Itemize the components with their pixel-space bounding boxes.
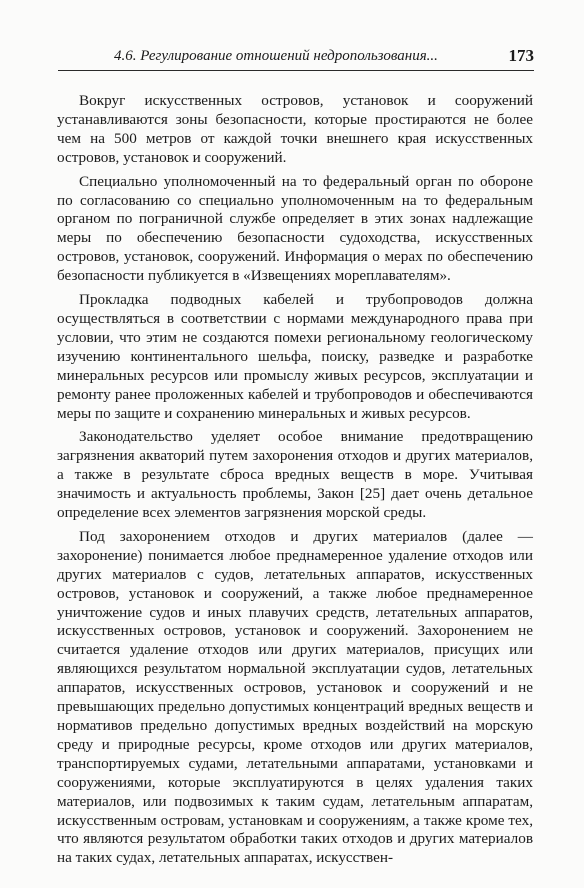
running-title: 4.6. Регулирование отношений недропользования... xyxy=(114,48,438,64)
paragraph-dumping-definition: Под захоронением отходов и других материалов (далее — захоронение) понимается любое преднамеренное удаление отходов или других материалов с судов, летательных аппаратов, искусственных островов, установок и сооружений, а также любое преднамеренное уничтожение судов и иных плавучих средств, летательных аппаратов, искусственных островов, установок и сооружений. Захоронением не считается удаление отходов или других материалов, присущих или являющихся результатом нормальной эксплуатации судов, летательных аппаратов, искусственных островов, установок и сооружений и не превышающих предельно допустимых концентраций вредных веществ и нормативов предельно допустимых вредных воздействий на морскую среду и природные ресурсы, кроме отходов или других материалов, транспортируемых судами, летательными аппаратами, установками и сооружениями, которые эксплуатируются в целях удаления таких материалов, или подвозимых к таким судам, летательным аппаратам, искусственным островам, установкам и сооружениям, а также кроме тех, что являются результатом обработки таких отходов и других материалов на таких судах, летательных аппаратах, искусствен- xyxy=(57,527,533,867)
page-header xyxy=(58,44,534,71)
paragraph-cables-pipelines: Прокладка подводных кабелей и трубопроводов должна осуществляться в соответствии с нормами международного права при условии, что этим не создаются помехи региональному геологическому изучению континентального шельфа, поиску, разведке и разработке минеральных ресурсов или промыслу живых ресурсов, эксплуатации и ремонту ранее проложенных кабелей и трубопроводов и обеспечиваются меры по защите и сохранению минеральных и живых ресурсов. xyxy=(57,291,533,422)
paragraph-defense-authority: Специально уполномоченный на то федеральный орган по обороне по согласованию со специально уполномоченным на то федеральным органом по пограничной службе определяет в этих зонах надлежащие меры по обеспечению безопасности судоходства, искусственных островов, установок, сооружений. Информация о мерах по обеспечению безопасности публикуется в «Извещениях мореплавателям». xyxy=(57,172,533,285)
paragraph-safety-zones: Вокруг искусственных островов, установок и сооружений устанавливаются зоны безопасности, которые простираются не более чем на 500 метров от каждой точки внешнего края искусственных островов, установок и сооружений. xyxy=(57,92,533,166)
paragraph-pollution-legislation: Законодательство уделяет особое внимание предотвращению загрязнения акваторий путем захоронения отходов и других материалов, а также в результате сброса вредных веществ в море. Учитывая значимость и актуальность проблемы, Закон [25] дает очень детальное определение всех элементов загрязнения морской среды. xyxy=(57,428,533,522)
body-text xyxy=(57,92,533,868)
page-number: 173 xyxy=(508,46,534,65)
